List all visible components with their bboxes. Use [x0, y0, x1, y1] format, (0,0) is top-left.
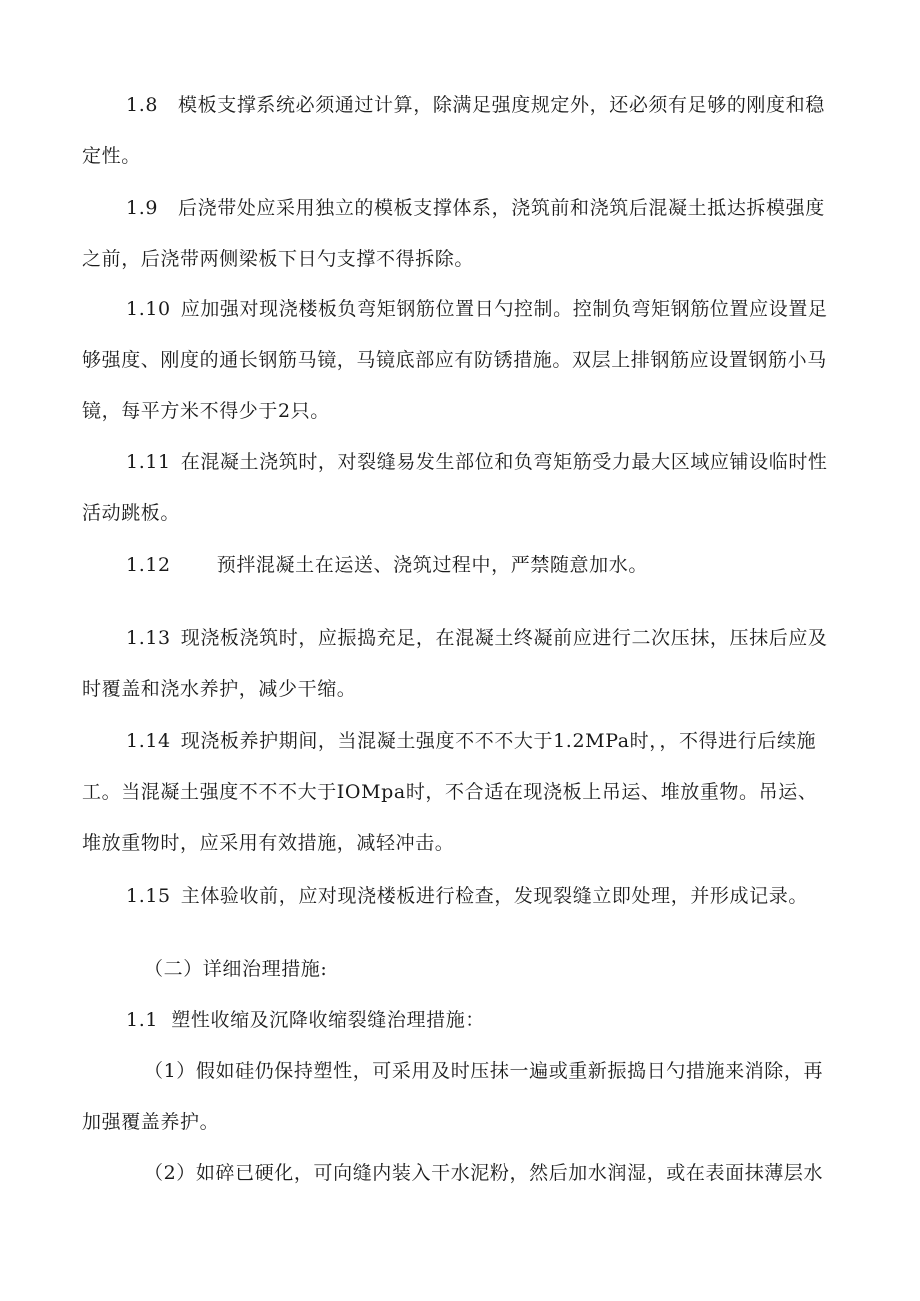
clause-text: 镜，每平方米不得少于2只。: [82, 400, 330, 422]
clause-text: 现浇板浇筑时，应振捣充足，在混凝土终凝前应进行二次压抹，压抹后应及: [180, 627, 828, 649]
clause-number: 1.8: [126, 94, 159, 116]
clause-text: 活动跳板。: [82, 502, 181, 524]
clause-text: 模板支撑系统必须通过计算，除满足强度规定外，还必须有足够的刚度和稳: [178, 94, 825, 116]
paragraph-1-11: [82, 437, 842, 539]
clause-number: 1.14: [126, 730, 171, 752]
clause-number: 1.13: [126, 627, 171, 649]
measure-item-2: [82, 1148, 842, 1199]
measure-item-1: [82, 1046, 842, 1148]
sub-heading: 1.1 塑性收缩及沉降收缩裂缝治理措施：: [126, 1009, 485, 1031]
paragraph-1-10: [82, 284, 842, 437]
clause-text: 工。当混凝土强度不不不大于IOMpa时，不合适在现浇板上吊运、堆放重物。吊运、: [82, 781, 818, 803]
item-text: （2）如碎已硬化，可向缝内装入干水泥粉，然后加水润湿，或在表面抹薄层水: [144, 1162, 824, 1184]
clause-text: 应加强对现浇楼板负弯矩钢筋位置日勺控制。控制负弯矩钢筋位置应设置足: [180, 298, 828, 320]
clause-text: 之前，后浇带两侧梁板下日勺支撑不得拆除。: [82, 248, 475, 270]
clause-text: 主体验收前，应对现浇楼板进行检查，发现裂缝立即处理，并形成记录。: [180, 885, 808, 907]
clause-number: 1.11: [126, 451, 171, 473]
clause-text: 定性。: [82, 145, 141, 167]
paragraph-1-15: [82, 871, 842, 922]
paragraph-1-12: [82, 540, 842, 591]
clause-text: 在混凝土浇筑时，对裂缝易发生部位和负弯矩筋受力最大区域应铺设临时性: [180, 451, 828, 473]
item-text: 加强覆盖养护。: [82, 1111, 220, 1133]
clause-text: 现浇板养护期间，当混凝土强度不不不大于1.2MPa时，，不得进行后续施: [180, 730, 817, 752]
clause-text: 堆放重物时，应采用有效措施，减轻冲击。: [82, 832, 455, 854]
paragraph-1-13: [82, 613, 842, 715]
section-heading: （二）详细治理措施:: [144, 958, 328, 980]
clause-number: 1.15: [126, 885, 171, 907]
item-text: （1）假如硅仍保持塑性，可采用及时压抹一遍或重新振捣日勺措施来消除，再: [144, 1060, 824, 1082]
paragraph-1-14: [82, 716, 842, 869]
clause-text: 时覆盖和浇水养护，减少干缩。: [82, 678, 357, 700]
paragraph-1-8: [82, 80, 842, 182]
clause-number: 1.9: [126, 197, 159, 219]
clause-number: 1.10: [126, 298, 171, 320]
clause-text: 预拌混凝土在运送、浇筑过程中，严禁随意加水。: [216, 554, 648, 576]
clause-number: 1.12: [126, 554, 171, 576]
clause-text: 够强度、刚度的通长钢筋马镜，马镜底部应有防锈措施。双层上排钢筋应设置钢筋小马: [82, 349, 827, 371]
paragraph-1-9: [82, 183, 842, 285]
clause-text: 后浇带处应采用独立的模板支撑体系，浇筑前和浇筑后混凝土抵达拆模强度: [178, 197, 825, 219]
